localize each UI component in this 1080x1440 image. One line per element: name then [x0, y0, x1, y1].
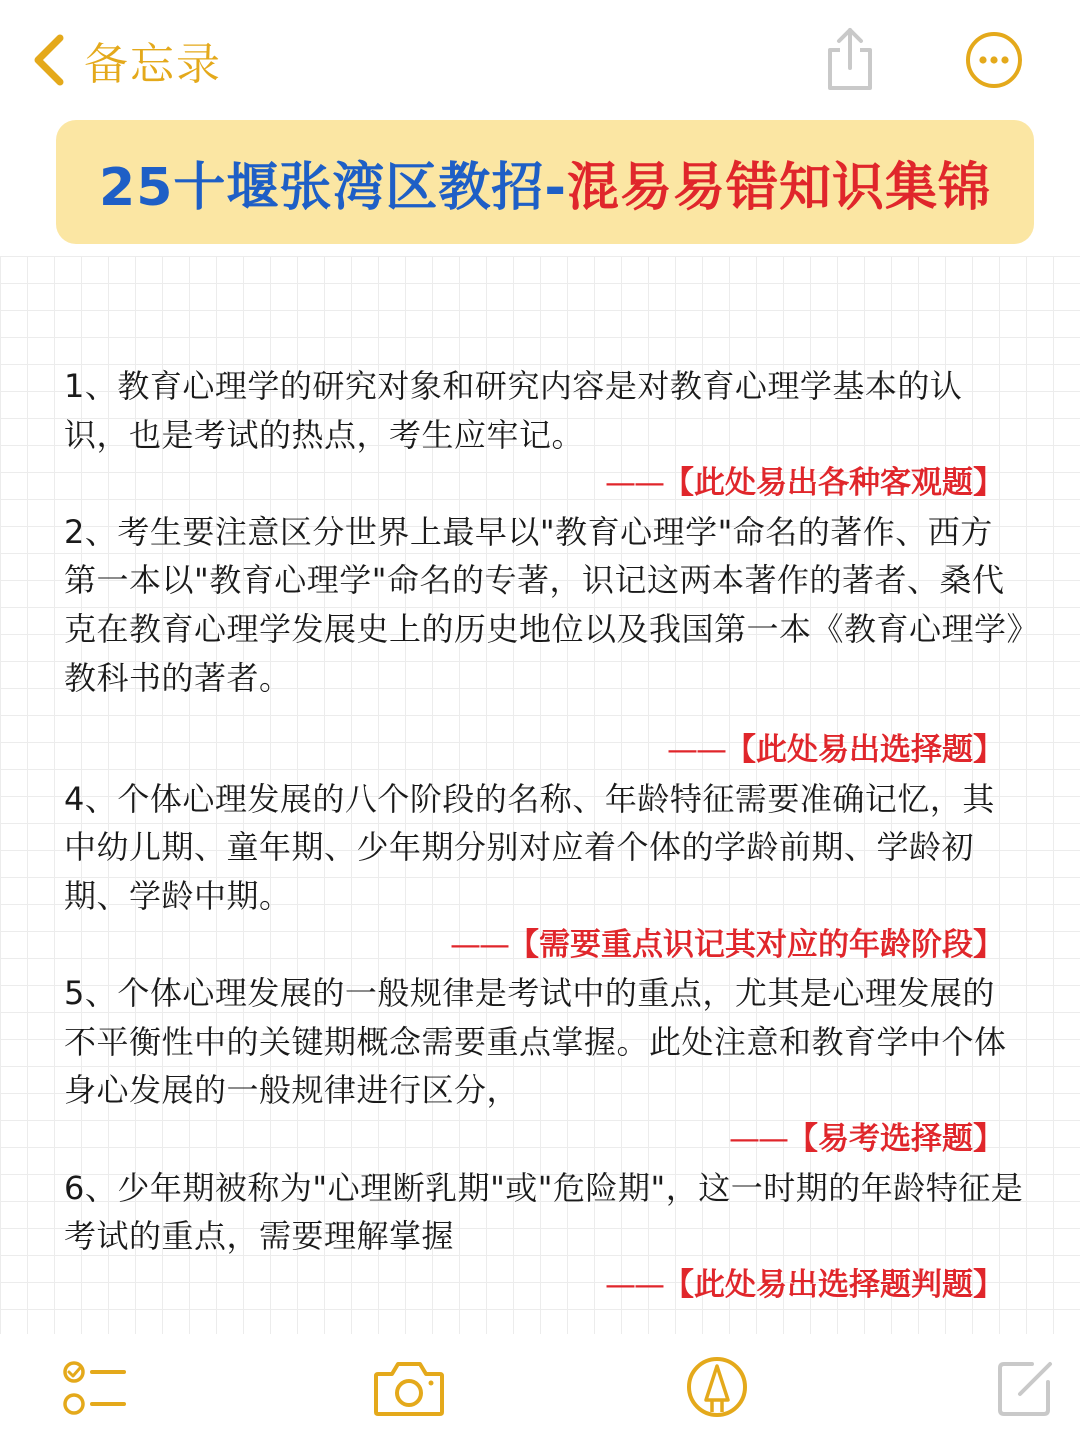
back-label: 备忘录: [84, 39, 222, 90]
title-part-red: 混易易错知识集锦: [566, 157, 991, 218]
more-options-button[interactable]: [964, 30, 1024, 90]
ellipsis-circle-icon: [964, 30, 1024, 90]
pen-icon: [686, 1356, 748, 1418]
camera-button[interactable]: [372, 1358, 446, 1418]
title-banner: [56, 120, 1034, 244]
item-text-3: 4、个体心理发展的八个阶段的名称、年龄特征需要准确记忆，其中幼儿期、童年期、少年期分别对应着个体的学龄前期、学龄初期、学龄中期。: [64, 779, 995, 915]
item-note-5: ——【此处易出选择题判题】: [605, 1266, 1004, 1303]
title-part-blue: 25十堰张湾区教招-: [99, 157, 567, 218]
item-note-2: ——【此处易出选择题】: [667, 732, 1004, 769]
note-content[interactable]: [64, 362, 1024, 1309]
checklist-icon: [62, 1360, 128, 1416]
item-text-1: 1、教育心理学的研究对象和研究内容是对教育心理学基本的认识，也是考试的热点，考生应牢记。: [64, 367, 963, 454]
item-text-2: 2、考生要注意区分世界上最早以"教育心理学"命名的著作、西方第一本以"教育心理学"命名的专著，识记这两本著作的著者、桑代克在教育心理学发展史上的历史地位以及我国第一本《教育心理学》教科书的著者。: [64, 512, 1024, 697]
checklist-button[interactable]: [62, 1360, 128, 1416]
camera-icon: [372, 1358, 446, 1418]
item-note-3: ——【需要重点识记其对应的年龄阶段】: [450, 926, 1004, 963]
item-note-1: ——【此处易出各种客观题】: [605, 465, 1004, 502]
markup-button[interactable]: [686, 1356, 748, 1418]
item-note-4: ——【易考选择题】: [729, 1120, 1004, 1157]
share-button[interactable]: [822, 26, 878, 92]
back-button[interactable]: [30, 28, 222, 92]
top-nav-bar: [0, 0, 1080, 118]
compose-icon: [996, 1358, 1056, 1418]
compose-button[interactable]: [996, 1358, 1056, 1418]
item-text-4: 5、个体心理发展的一般规律是考试中的重点，尤其是心理发展的不平衡性中的关键期概念需要重点掌握。此处注意和教育学中个体身心发展的一般规律进行区分，: [64, 974, 1007, 1110]
bottom-toolbar: [0, 1334, 1080, 1440]
share-icon: [822, 26, 878, 92]
chevron-left-icon: [30, 32, 70, 88]
item-text-5: 6、少年期被称为"心理断乳期"或"危险期"，这一时期的年龄特征是考试的重点，需要理解掌握: [64, 1168, 1024, 1256]
note-title: [99, 145, 991, 220]
